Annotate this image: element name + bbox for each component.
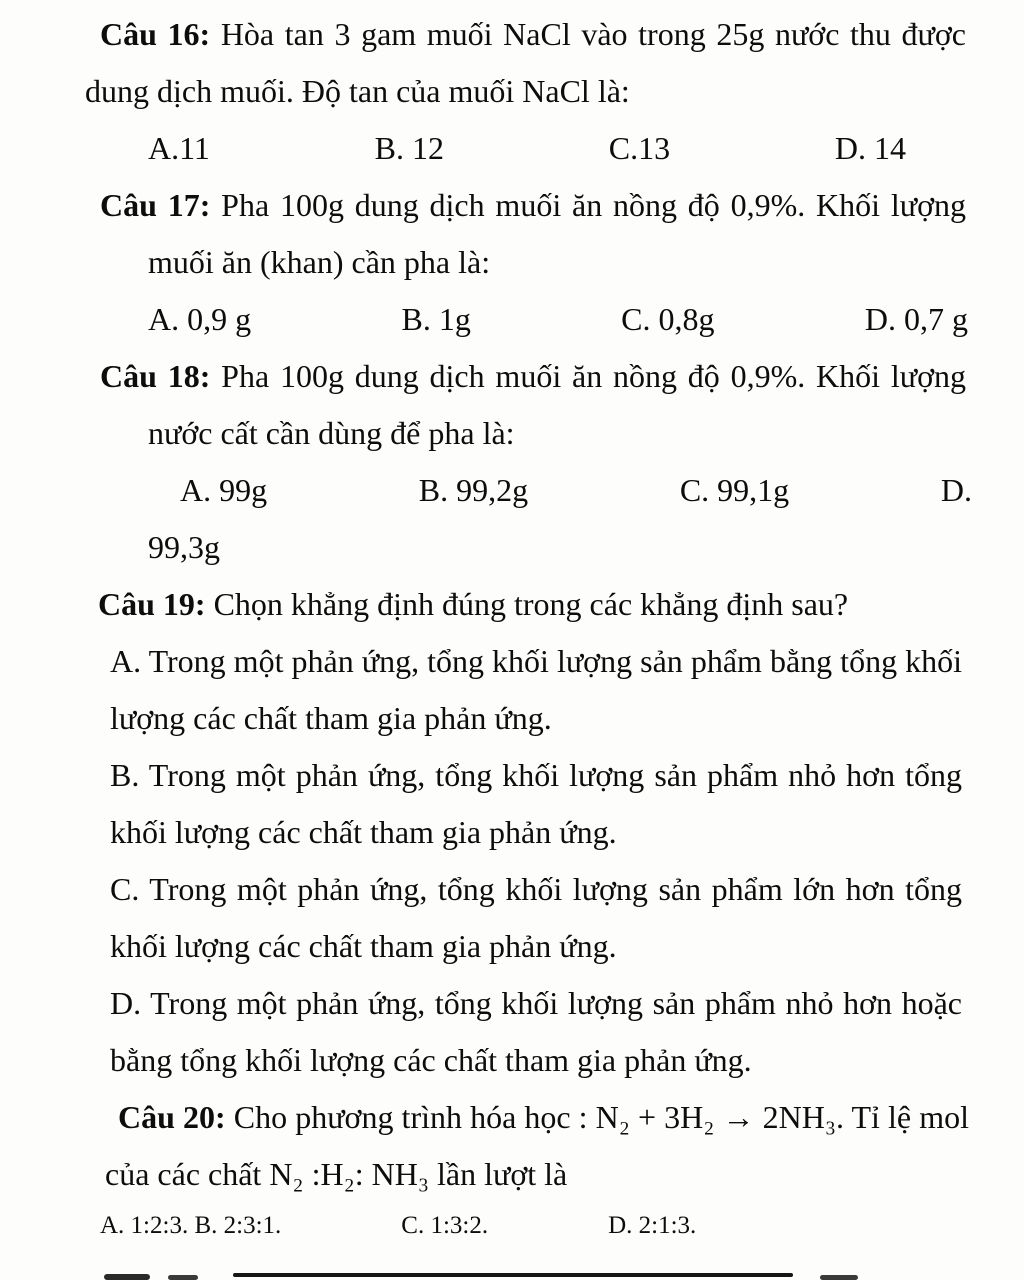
- question-19: [0, 576, 1024, 633]
- q18-option-d-value: 99,3g: [148, 529, 220, 565]
- question-17: [0, 177, 1024, 291]
- q16-option-c: C.13: [608, 130, 671, 166]
- question-17-options: [148, 291, 968, 348]
- q19-option-b: B. Trong một phản ứng, tổng khối lượng sản phẩm nhỏ hơn tổng khối lượng các chất tham gia phản ứng.: [110, 757, 962, 850]
- scan-artifact: [104, 1274, 150, 1280]
- q18-option-b: B. 99,2g: [418, 472, 529, 508]
- question-18: [0, 348, 1024, 462]
- question-17-text: Pha 100g dung dịch muối ăn nồng độ 0,9%. Khối lượng muối ăn (khan) cần pha là:: [148, 187, 967, 280]
- question-16-options: [148, 120, 906, 177]
- q17-option-c: C. 0,8g: [621, 301, 715, 337]
- scan-artifact: [168, 1275, 198, 1280]
- q19-option-c: C. Trong một phản ứng, tổng khối lượng sản phẩm lớn hơn tổng khối lượng các chất tham gia phản ứng.: [110, 871, 962, 964]
- question-16-number: Câu 16:: [100, 16, 211, 52]
- question-19-number: Câu 19:: [98, 586, 206, 622]
- q18-option-d: D.: [940, 472, 972, 508]
- scan-artifact: [820, 1275, 858, 1280]
- question-18-text: Pha 100g dung dịch muối ăn nồng độ 0,9%. Khối lượng nước cất cần dùng để pha là:: [148, 358, 967, 451]
- q19-option-d: D. Trong một phản ứng, tổng khối lượng sản phẩm nhỏ hơn hoặc bằng tổng khối lượng các chất tham gia phản ứng.: [110, 985, 962, 1078]
- question-20-text: Cho phương trình hóa học : N₂ + 3H₂ → 2NH₃. Tỉ lệ mol của các chất N₂ :H₂: NH₃ lần lượt là: [105, 1099, 969, 1192]
- question-18-number: Câu 18:: [100, 358, 211, 394]
- question-16: [0, 6, 1024, 120]
- question-16-text: Hòa tan 3 gam muối NaCl vào trong 25g nước thu được dung dịch muối. Độ tan của muối NaCl là:: [85, 16, 967, 109]
- q18-option-a: A. 99g: [180, 472, 268, 508]
- q16-option-d: D. 14: [834, 130, 906, 166]
- q16-option-a: A.11: [148, 130, 210, 166]
- question-18-options: [180, 462, 972, 519]
- q20-option-ab: A. 1:2:3. B. 2:3:1.: [100, 1212, 282, 1239]
- q20-option-d: D. 2:1:3.: [608, 1212, 697, 1239]
- question-17-number: Câu 17:: [100, 187, 211, 223]
- scan-artifact-line: [233, 1273, 793, 1277]
- q19-option-a: A. Trong một phản ứng, tổng khối lượng sản phẩm bằng tổng khối lượng các chất tham gia phản ứng.: [110, 643, 962, 736]
- question-19-text: Chọn khẳng định đúng trong các khẳng định sau?: [213, 586, 849, 622]
- question-20: [0, 1089, 1024, 1203]
- question-20-number: Câu 20:: [118, 1099, 226, 1135]
- q18-option-c: C. 99,1g: [679, 472, 790, 508]
- q17-option-b: B. 1g: [401, 301, 471, 337]
- q17-option-a: A. 0,9 g: [148, 301, 252, 337]
- q16-option-b: B. 12: [374, 130, 445, 166]
- question-20-options: [0, 1203, 1024, 1249]
- clipped-next-line: [0, 1264, 1024, 1280]
- q20-option-c: C. 1:3:2.: [401, 1212, 489, 1239]
- q17-option-d: D. 0,7 g: [864, 301, 968, 337]
